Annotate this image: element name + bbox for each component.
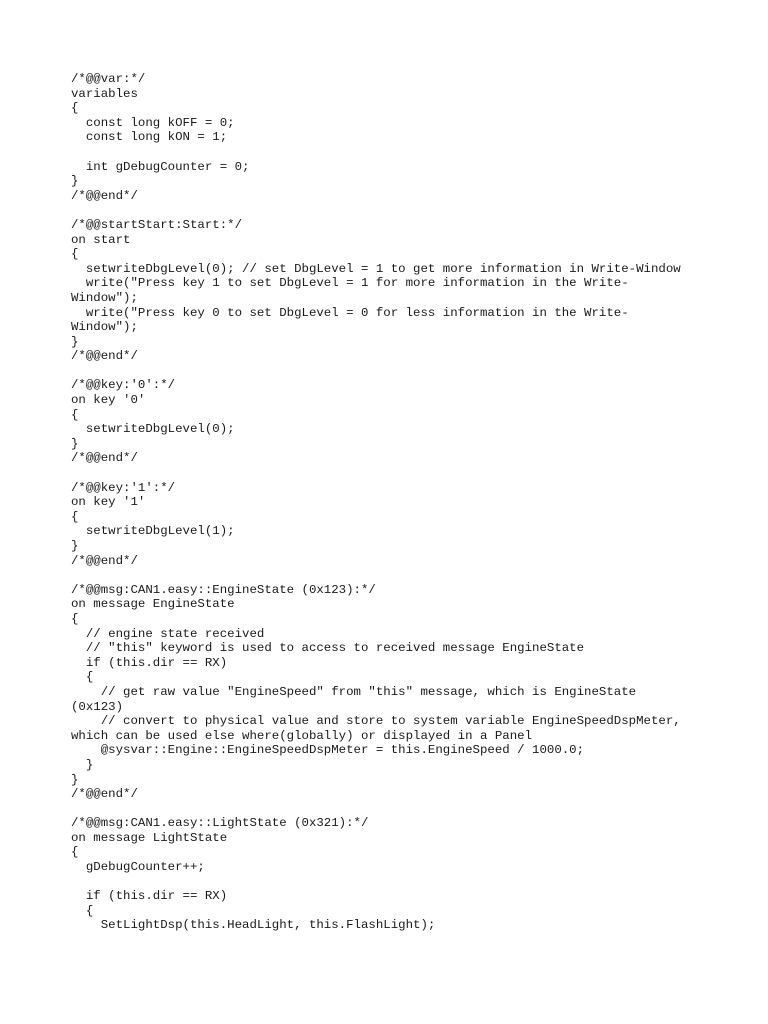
code-line: int gDebugCounter = 0; [71, 159, 250, 174]
code-line: { [71, 611, 79, 626]
code-line: const long kOFF = 0; [71, 115, 235, 130]
code-line: SetLightDsp(this.HeadLight, this.FlashLight); [71, 918, 436, 933]
code-line: (0x123) [71, 699, 124, 714]
code-line: { [71, 670, 94, 685]
code-line: } [71, 174, 79, 189]
code-line: /*@@var:*/ [71, 72, 146, 86]
code-line: { [71, 903, 94, 918]
code-line: } [71, 757, 94, 772]
code-line [71, 203, 711, 218]
code-line: { [71, 101, 79, 116]
code-line: on key '1' [71, 495, 146, 510]
code-line [71, 466, 711, 481]
code-line: // get raw value "EngineSpeed" from "this" message, which is EngineState [71, 684, 637, 699]
code-line: write("Press key 1 to set DbgLevel = 1 for more information in the Write- [71, 276, 629, 291]
code-line [71, 875, 711, 890]
code-line: } [71, 539, 79, 553]
code-line: setwriteDbgLevel(0); // set DbgLevel = 1 to get more information in Write-Window [71, 261, 681, 276]
code-line: setwriteDbgLevel(1); [71, 524, 235, 539]
code-line: on start [71, 232, 131, 247]
code-line: Window"); [71, 290, 138, 305]
code-line: // engine state received [71, 626, 265, 641]
code-listing [71, 72, 711, 933]
code-line: /*@@key:'0':*/ [71, 378, 176, 393]
code-line: on message LightState [71, 830, 228, 845]
code-line: } [71, 334, 79, 349]
code-line: Window"); [71, 320, 138, 335]
code-line: @sysvar::Engine::EngineSpeedDspMeter = this.EngineSpeed / 1000.0; [71, 743, 585, 758]
code-line: on key '0' [71, 393, 146, 408]
code-line: /*@@startStart:Start:*/ [71, 217, 243, 232]
code-line: /*@@msg:CAN1.easy::LightState (0x321):*/ [71, 816, 369, 831]
code-line [71, 802, 711, 817]
code-line [71, 364, 711, 379]
code-line: /*@@end*/ [71, 553, 138, 568]
code-line: setwriteDbgLevel(0); [71, 422, 235, 437]
code-line: variables [71, 86, 138, 101]
code-line: /*@@end*/ [71, 451, 138, 466]
code-line: /*@@end*/ [71, 349, 138, 364]
code-line: { [71, 407, 79, 422]
code-line: { [71, 247, 79, 262]
code-line: /*@@key:'1':*/ [71, 480, 176, 495]
code-line: } [71, 436, 79, 451]
code-line: on message EngineState [71, 597, 235, 612]
code-line: /*@@msg:CAN1.easy::EngineState (0x123):*/ [71, 582, 376, 597]
code-line: gDebugCounter++; [71, 860, 205, 875]
code-line: /*@@end*/ [71, 188, 138, 203]
code-line: if (this.dir == RX) [71, 655, 228, 670]
code-line: // "this" keyword is used to access to received message EngineState [71, 641, 585, 656]
code-line: write("Press key 0 to set DbgLevel = 0 for less information in the Write- [71, 305, 629, 320]
code-line: { [71, 509, 79, 524]
code-line: if (this.dir == RX) [71, 889, 228, 904]
code-line [71, 568, 711, 583]
code-line: which can be used else where(globally) or displayed in a Panel [71, 728, 533, 743]
code-line: /*@@end*/ [71, 787, 138, 802]
code-line: } [71, 772, 79, 787]
code-line: const long kON = 1; [71, 130, 228, 145]
code-line [71, 145, 711, 160]
code-line: { [71, 845, 79, 860]
code-line: // convert to physical value and store to system variable EngineSpeedDspMeter, [71, 714, 681, 729]
